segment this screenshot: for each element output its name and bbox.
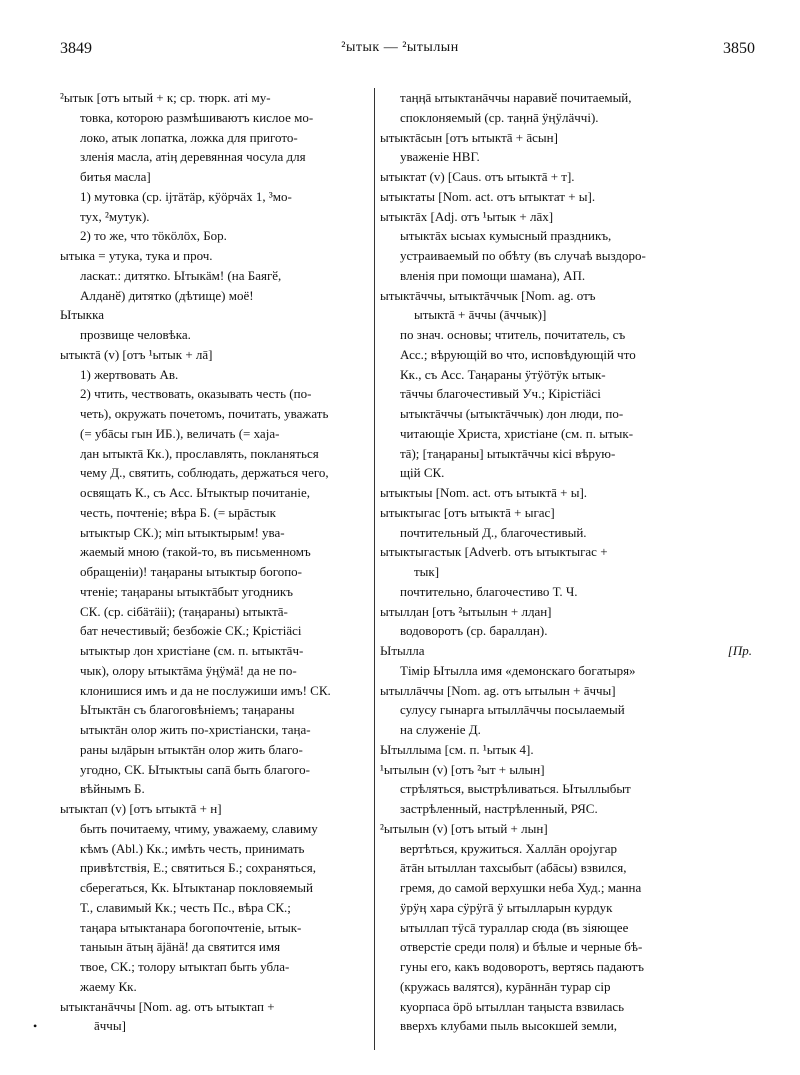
entry-text-line: жаемый мною (такой-то, въ письменномъ	[80, 544, 311, 560]
entry-text-line: быть почитаему, чтиму, уважаему, славиму	[80, 820, 318, 836]
entry-text-line: по знач. основы; чтитель, почитатель, съ	[400, 327, 626, 342]
column-divider	[374, 88, 375, 1050]
entry-text-line: чему Д., святить, соблюдать, держаться чего,	[80, 465, 329, 481]
entry-text-line: бат нечестивый; безбожіе СК.; Крістіäсі	[80, 623, 302, 639]
entry-text-line: прозвище человѣка.	[80, 327, 191, 342]
entry-headword-line: ытылӆан [отъ ²ытылын + лӆан]	[380, 603, 552, 619]
entry-text-line: устраиваемый по обѣту (въ случаѣ выздоро-	[400, 248, 646, 263]
entry-headword-line: ытыктап (v) [отъ ытыктā + н]	[60, 801, 222, 816]
entry-text-line: Т., славимый Кк.; честь Пс., вѣра СК.;	[80, 899, 291, 915]
entry-text-line: Тімір Ытылла имя «демонскаго богатыря»	[400, 662, 636, 678]
entry-text-line: (= убāсы гын ИБ.), величать (= хаја-	[80, 425, 280, 441]
entry-text-line: ласкат.: дитятко. Ытыкäм! (на Баягӗ,	[80, 267, 282, 283]
entry-text-line: таӊӊā ытыктанāччы наравиӗ почитаемый,	[400, 90, 632, 105]
entry-text-line: привѣтствія, Е.; святиться Б.; сохраняться,	[80, 860, 316, 876]
entry-text-line: 1) жертвовать Ав.	[80, 366, 179, 382]
entry-text-line: читающіе Христа, христіане (см. п. ытык-	[400, 425, 634, 441]
entry-text-line: кѣмъ (Abl.) Кк.; имѣть честь, принимать	[80, 840, 305, 856]
entry-text-line: 2) то же, что тӧкӧлӧх, Бор.	[80, 228, 227, 244]
entry-tag: [Пр.	[727, 643, 752, 658]
entry-headword-line: ытыктыгас [отъ ытыктā + ыгас]	[380, 504, 555, 520]
entry-text-line: водоворотъ (ср. баралӆан).	[400, 623, 548, 639]
entry-text-line: вѣйнымъ Б.	[80, 781, 145, 797]
entry-headword-line: ытыктāччы, ытыктāччык [Nom. ag. отъ	[380, 287, 596, 303]
entry-headword-line: ²ытылын (v) [отъ ытый + лын]	[380, 820, 548, 836]
entry-text-line: зленія масла, атіӊ деревянная чосула для	[80, 149, 306, 165]
entry-text-line: СК. (ср. сібäтäіі); (таӊараны) ытыктā-	[80, 603, 288, 619]
entry-headword-line: ытыктыы [Nom. act. отъ ытыктā + ы].	[380, 485, 588, 500]
entry-text-line: тā); [таӊараны] ытыктāччы кісі вѣрую-	[400, 445, 616, 461]
page-number-left: 3849	[60, 40, 92, 57]
entry-headword-line: ытыктанāччы [Nom. ag. отъ ытыктап +	[60, 998, 275, 1014]
entry-headword-line: ытыллāччы [Nom. ag. отъ ытылын + āччы]	[380, 682, 616, 698]
entry-text-line: клонишися имъ и да не послужиши имъ! СК.	[80, 682, 331, 698]
entry-headword-line: ытыктāх [Adj. отъ ¹ытык + лāх]	[380, 208, 554, 224]
entry-text-line: раны ыӆāрын ытыктāн олор жить благо-	[80, 741, 303, 757]
left-column	[60, 88, 368, 1036]
entry-headword-line: ытыка = утука, тука и проч.	[60, 248, 213, 263]
entry-text-line: āччы]	[94, 1018, 126, 1034]
entry-text-line: āтāн ытыллан тахсыбыт (абāсы) взвился,	[400, 860, 627, 876]
entry-text-line: тух, ²мутук).	[80, 208, 150, 224]
entry-headword-line: Ытыллыма [см. п. ¹ытык 4].	[380, 741, 534, 757]
entry-text-line: чтеніе; таӊараны ытыктāбыт угодникъ	[80, 583, 293, 599]
entry-text-line: твое, СК.; толору ытыктап быть убла-	[80, 959, 290, 974]
entry-text-line: ытыктāччы (ытыктāччык) ӆон люди, по-	[400, 406, 624, 421]
entry-text-line: Кк., съ Асс. Таӊараны ӱтӱӧтӱк ытык-	[400, 366, 606, 382]
entry-text-line: стрѣляться, выстрѣливаться. Ытыллыбыт	[400, 781, 631, 797]
entry-text-line: ытыктыр СК.); міп ытыктырым! ува-	[80, 524, 285, 540]
entry-text-line: почтительный Д., благочестивый.	[400, 524, 587, 540]
entry-text-line: 2) чтить, чествовать, оказывать честь (по-	[80, 386, 312, 402]
entry-text-line: сулусу гынарга ытыллāччы посылаемый	[400, 702, 625, 718]
entry-text-line: локо, атык лопатка, ложка для пригото-	[80, 129, 298, 145]
entry-text-line: Ытыктāн съ благоговѣніемъ; таӊараны	[80, 702, 295, 718]
entry-text-line: гуны его, какъ водоворотъ, вертясь падаютъ	[400, 959, 644, 974]
entry-text-line: чык), олору ытыктāма ӱӊӱмӓ! да не по-	[80, 662, 297, 678]
entry-headword-line: Ытыкка	[60, 307, 104, 323]
entry-text-line: 1) мутовка (ср. іјтäтäр, кӱӧрчäх 1, ³мо-	[80, 188, 292, 204]
entry-text-line: четь), окружать почетомъ, почитать, уважать	[80, 406, 329, 421]
margin-mark: •	[33, 1019, 38, 1033]
entry-text-line: таныын āтыӊ āјäнä! да святится имя	[80, 939, 281, 955]
entry-text-line: ытыктāн олор жить по-христіански, таӊа-	[80, 722, 311, 737]
entry-text-line: почтительно, благочестиво Т. Ч.	[400, 583, 578, 599]
entry-text-line: вверхъ клубами пыль высокшей земли,	[400, 1018, 618, 1034]
entry-text-line: сберегаться, Кк. Ытыктанар покловяемый	[80, 880, 313, 895]
entry-text-line: обращеніи)! таӊараны ытыктыр богопо-	[80, 564, 303, 579]
entry-text-line: ӆан ытыктā Кк.), прославлять, покланяться	[80, 445, 319, 461]
entry-headword-line: ытыктā (v) [отъ ¹ытык + лā]	[60, 346, 213, 362]
entry-text-line: вертѣться, кружиться. Халлāн оројугар	[400, 840, 617, 856]
entry-text-line: ытыллап тӱсā тураллар сюда (въ зіяющее	[400, 919, 629, 935]
entry-headword-line: ¹ытылын (v) [отъ ²ыт + ылын]	[380, 761, 545, 777]
entry-headword-line: ытыктыгастык [Adverb. отъ ытыктыгас +	[380, 544, 608, 560]
entry-headword-line: ытыктаты [Nom. act. отъ ытыктат + ы].	[380, 188, 596, 204]
entry-text-line: битья масла]	[80, 169, 151, 184]
entry-text-line: застрѣленный, настрѣленный, РЯС.	[400, 801, 598, 816]
entry-headword-line: Ытылла [Пр.	[380, 641, 752, 661]
entry-text-line: жаему Кк.	[80, 978, 137, 994]
entry-text-line: честь, почтеніе; вѣра Б. (= ырāстык	[80, 504, 276, 520]
running-head: ²ытык — ²ытылын	[341, 40, 459, 55]
entry-text-line: ытыктыр ӆон христіане (см. п. ытыктāч-	[80, 643, 304, 658]
entry-text-line: отверстіе среди поля) и бѣлые и черные бѣ-	[400, 939, 643, 955]
entry-text-line: щій СК.	[400, 465, 445, 481]
entry-text-line: угодно, СК. Ытыктыы сапā быть благого-	[80, 761, 310, 777]
entry-text-line: Асс.; вѣрующій во что, исповѣдующій что	[400, 346, 636, 362]
entry-text-line: (кружась валятся), курāннāн турар сір	[400, 978, 611, 994]
entry-text-line: освящать К., съ Асс. Ытыктыр почитаніе,	[80, 485, 310, 500]
entry-text-line: ытыктāх ысыах кумысный праздникъ,	[400, 228, 612, 244]
entry-headword-line: ²ытык [отъ ытый + к; ср. тюрк. аті му-	[60, 90, 271, 105]
entry-text-line: гремя, до самой верхушки неба Худ.; манна	[400, 880, 642, 895]
entry-text-line: тык]	[414, 564, 440, 579]
entry-headword-line: ытыктāсын [отъ ытыктā + āсын]	[380, 129, 558, 145]
entry-text-line: ытыктā + āччы (āччык)]	[414, 307, 547, 323]
entry-headword-line: ытыктат (v) [Caus. отъ ытыктā + т].	[380, 169, 575, 184]
entry-text-line: куорпаса ӧрӧ ытыллан таӊыста взвилась	[400, 998, 625, 1014]
entry-text-line: товка, которою размѣшиваютъ кислое мо-	[80, 109, 314, 125]
entry-text-line: тāччы благочестивый Уч.; Кірістіäсі	[400, 386, 601, 402]
entry-text-line: вленія при помощи шамана), АП.	[400, 267, 586, 283]
entry-text-line: Алданӗ) дитятко (дѣтище) моё!	[80, 287, 254, 303]
page-number-right: 3850	[723, 40, 755, 57]
entry-text-line: споклоняемый (ср. таӊнā ӱӊӱлäччі).	[400, 109, 599, 125]
right-column	[380, 88, 752, 1036]
entry-text-line: на служеніе Д.	[400, 722, 481, 737]
entry-text-line: таӊара ытыктанара богопочтеніе, ытык-	[80, 919, 302, 935]
entry-text-line: ӱрӱӊ хара сӱрӱгā ӱ ытылларын курдук	[400, 899, 613, 915]
entry-text-line: уваженіе НВГ.	[400, 149, 480, 165]
